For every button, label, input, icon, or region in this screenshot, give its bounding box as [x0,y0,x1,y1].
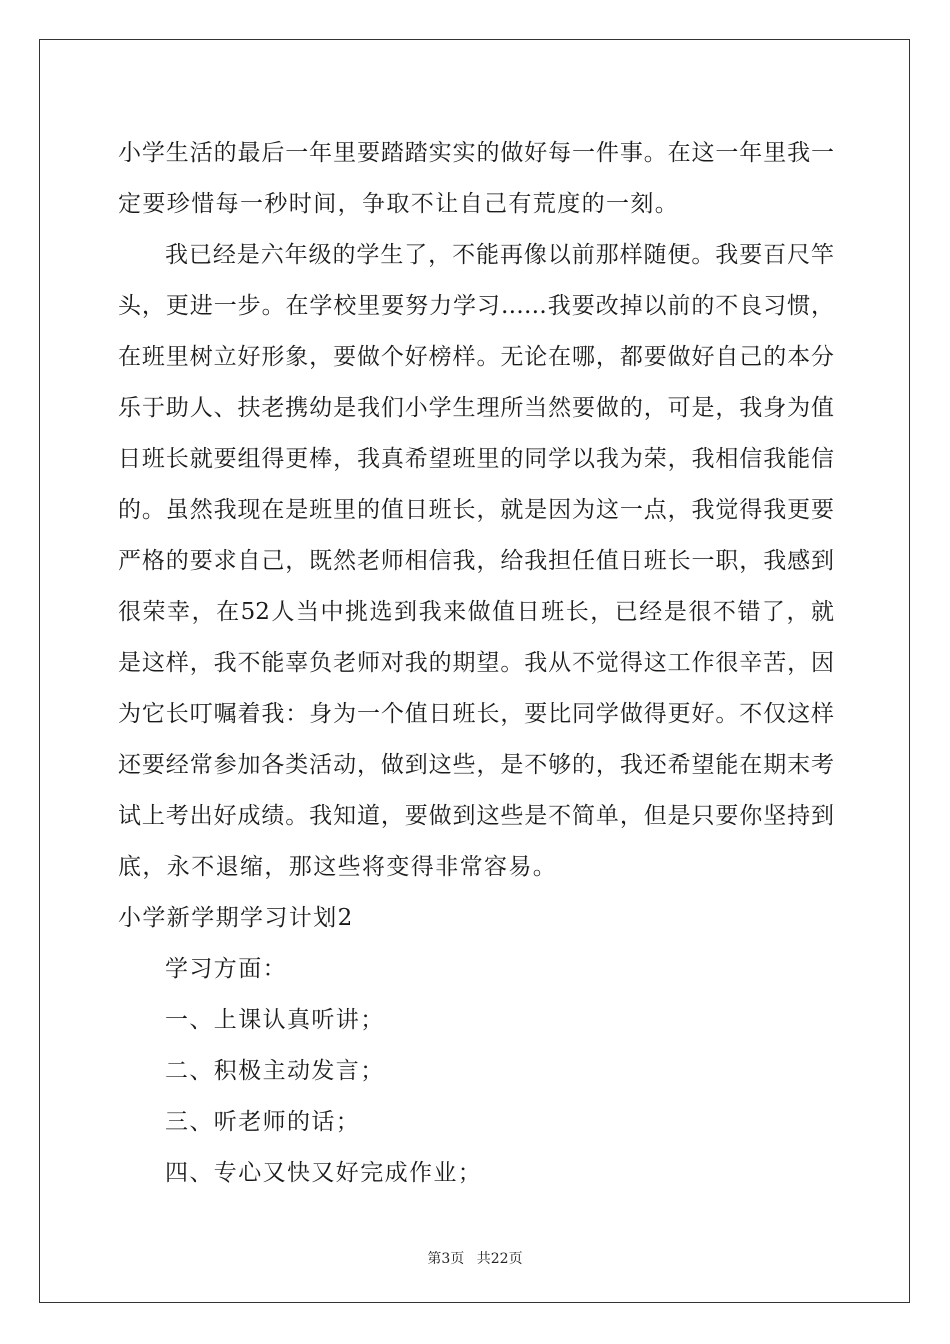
text-line: 乐于助人、扶老携幼是我们小学生理所当然要做的，可是，我身为值 [118,395,834,421]
text-line: 是这样，我不能辜负老师对我的期望。我从不觉得这工作很辛苦，因 [118,650,834,676]
text-line: 底，永不退缩，那这些将变得非常容易。 [118,854,558,880]
text-line: 三、听老师的话； [165,1109,361,1135]
text-line: 很荣幸，在52人当中挑选到我来做值日班长，已经是很不错了，就 [118,599,834,625]
text-line: 试上考出好成绩。我知道，要做到这些是不简单，但是只要你坚持到 [118,803,834,829]
text-line: 小学生活的最后一年里要踏踏实实的做好每一件事。在这一年里我一 [118,140,834,166]
text-line: 日班长就要组得更棒，我真希望班里的同学以我为荣，我相信我能信 [118,446,834,472]
page-total: 共22页 [476,1251,523,1267]
text-line: 严格的要求自己，既然老师相信我，给我担任值日班长一职，我感到 [118,548,834,574]
text-line: 小学新学期学习计划2 [118,905,354,931]
text-line: 二、积极主动发言； [165,1058,385,1084]
text-line: 学习方面： [165,956,287,982]
text-line: 在班里树立好形象，要做个好榜样。无论在哪，都要做好自己的本分 [118,344,834,370]
text-line: 为它长叮嘱着我：身为一个值日班长，要比同学做得更好。不仅这样 [118,701,834,727]
text-line: 头，更进一步。在学校里要努力学习……我要改掉以前的不良习惯， [118,293,834,319]
text-line: 四、专心又快又好完成作业； [165,1160,483,1186]
text-line: 还要经常参加各类活动，做到这些，是不够的，我还希望能在期末考 [118,752,834,778]
text-line: 的。虽然我现在是班里的值日班长，就是因为这一点，我觉得我更要 [118,497,834,523]
page-footer [0,1248,950,1268]
page-number: 第3页 [427,1251,465,1267]
document-body [118,128,834,1199]
text-line: 我已经是六年级的学生了，不能再像以前那样随便。我要百尺竿 [165,242,834,268]
text-line: 一、上课认真听讲； [165,1007,385,1033]
text-line: 定要珍惜每一秒时间，争取不让自己有荒度的一刻。 [118,191,680,217]
